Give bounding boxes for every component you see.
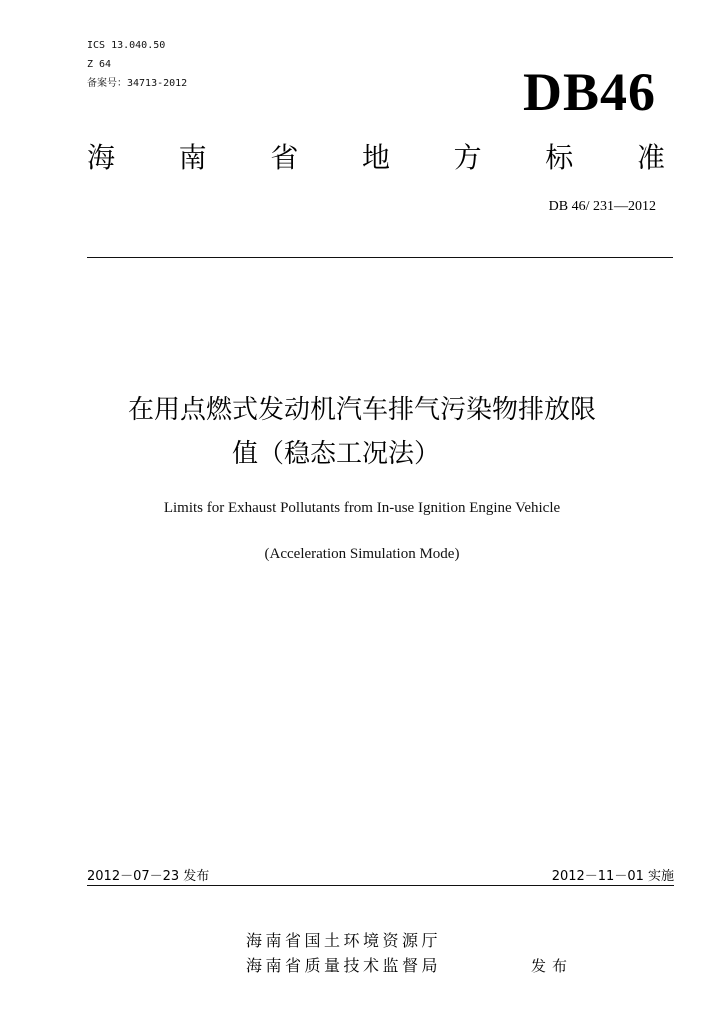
standard-type-char: 省 [270, 141, 299, 174]
issue-label: 发布 [531, 957, 574, 975]
standard-type-char: 地 [361, 141, 390, 174]
standard-type-char: 南 [178, 141, 207, 174]
title-chinese-line-1: 在用点燃式发动机汽车排气污染物排放限 [127, 395, 596, 425]
implementation-date: 2012－11－01 实施 [551, 869, 674, 884]
ccs-code: Z 64 [87, 59, 112, 70]
standard-type-char: 海 [87, 141, 116, 174]
footer-divider [87, 885, 674, 886]
issuer-line-1: 海南省国土环境资源厅 [246, 931, 442, 950]
standard-type-char: 方 [453, 141, 482, 174]
ics-code: ICS 13.040.50 [87, 40, 166, 51]
title-english-line-2: (Acceleration Simulation Mode) [264, 546, 460, 562]
issuer-line-2: 海南省质量技术监督局 [246, 956, 442, 975]
standard-type [87, 140, 665, 176]
filing-number: 备案号：34713-2012 [87, 78, 188, 89]
standard-number: DB 46/ 231—2012 [548, 199, 656, 214]
standard-type-char: 标 [545, 141, 574, 174]
issue-date: 2012－07－23 发布 [87, 869, 210, 884]
standard-mark: DB46 [522, 62, 656, 122]
title-english-line-1: Limits for Exhaust Pollutants from In-use Ignition Engine Vehicle [163, 500, 561, 516]
title-chinese-line-2: 值（稳态工况法） [232, 439, 441, 469]
header-divider [87, 257, 673, 258]
standard-type-char: 准 [636, 141, 665, 174]
